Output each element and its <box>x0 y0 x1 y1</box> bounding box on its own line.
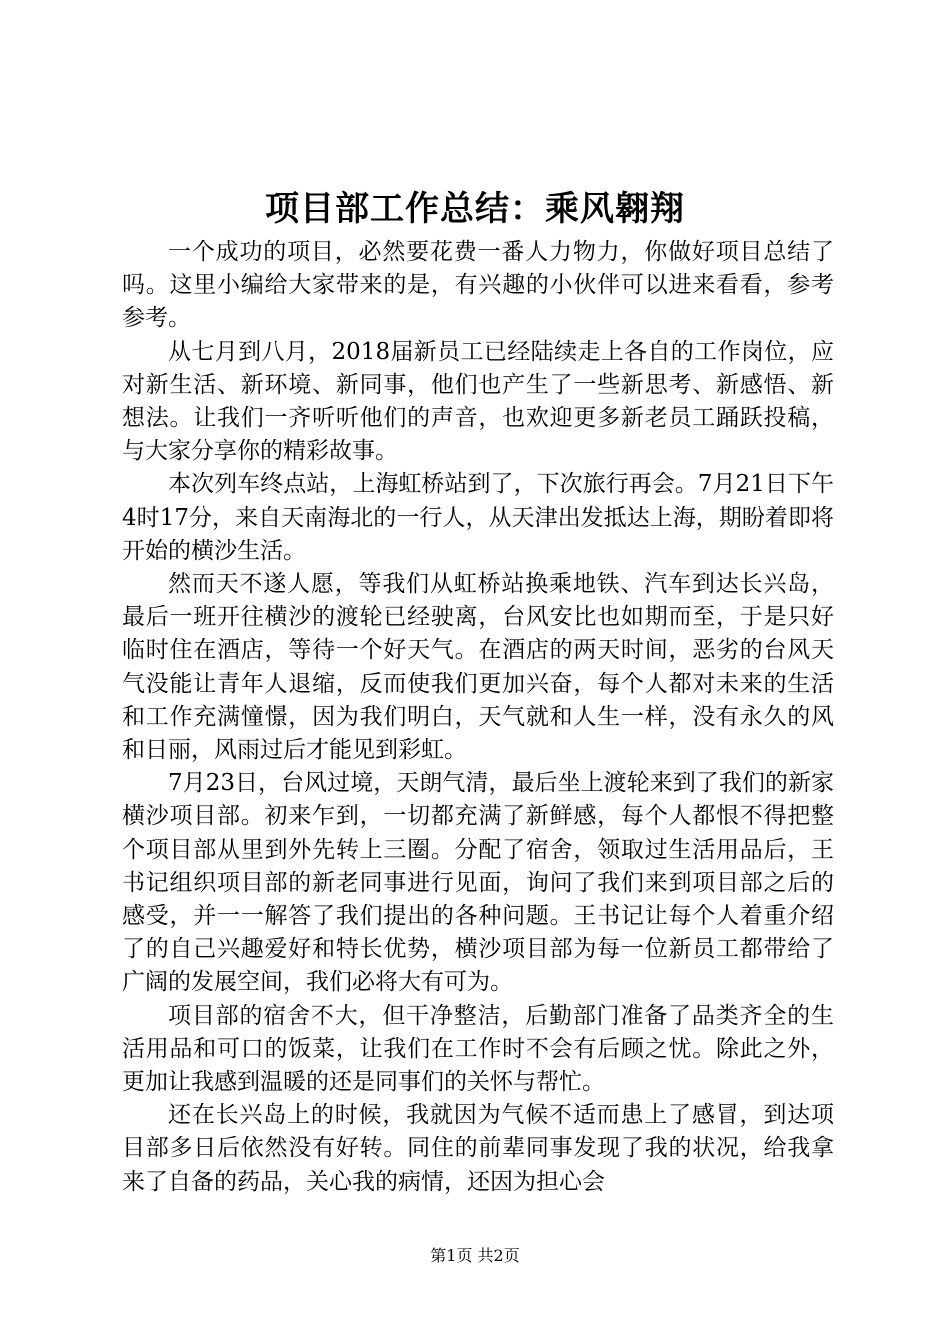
paragraph-7: 还在长兴岛上的时候，我就因为气候不适而患上了感冒，到达项目部多日后依然没有好转。同住的前辈同事发现了我的状况，给我拿来了自备的药品，关心我的病情，还因为担心会 <box>122 1102 834 1195</box>
document-body <box>122 236 834 1199</box>
page-footer: 第1页 共2页 <box>430 1246 520 1265</box>
paragraph-2: 从七月到八月，2018届新员工已经陆续走上各自的工作岗位，应对新生活、新环境、新同事，他们也产生了一些新思考、新感悟、新想法。让我们一齐听听他们的声音，也欢迎更多新老员工踊跃投稿，与大家分享你的精彩故事。 <box>122 338 834 465</box>
paragraph-1: 一个成功的项目，必然要花费一番人力物力，你做好项目总结了吗。这里小编给大家带来的是，有兴趣的小伙伴可以进来看看，参考参考。 <box>122 239 834 332</box>
paragraph-6: 项目部的宿舍不大，但干净整洁，后勤部门准备了品类齐全的生活用品和可口的饭菜，让我们在工作时不会有后顾之忧。除此之外，更加让我感到温暖的还是同事们的关怀与帮忙。 <box>122 1002 834 1096</box>
paragraph-3: 本次列车终点站，上海虹桥站到了，下次旅行再会。7月21日下午4时17分，来自天南海北的一行人，从天津出发抵达上海，期盼着即将开始的横沙生活。 <box>122 471 834 564</box>
paragraph-4: 然而天不遂人愿，等我们从虹桥站换乘地铁、汽车到达长兴岛，最后一班开往横沙的渡轮已经驶离，台风安比也如期而至，于是只好临时住在酒店，等待一个好天气。在酒店的两天时间，恶劣的台风天气没能让青年人退缩，反而使我们更加兴奋，每个人都对未来的生活和工作充满憧憬，因为我们明白，天气就和人生一样，没有永久的风和日丽，风雨过后才能见到彩虹。 <box>122 571 834 764</box>
paragraph-5: 7月23日，台风过境，天朗气清，最后坐上渡轮来到了我们的新家横沙项目部。初来乍到，一切都充满了新鲜感，每个人都恨不得把整个项目部从里到外先转上三圈。分配了宿舍，领取过生活用品后，王书记组织项目部的新老同事进行见面，询问了我们来到项目部之后的感受，并一一解答了我们提出的各种问题。王书记让每个人着重介绍了的自己兴趣爱好和特长优势，横沙项目部为每一位新员工都带给了广阔的发展空间，我们必将大有可为。 <box>122 770 834 996</box>
document-title: 项目部工作总结：乘风翱翔 <box>265 189 685 229</box>
